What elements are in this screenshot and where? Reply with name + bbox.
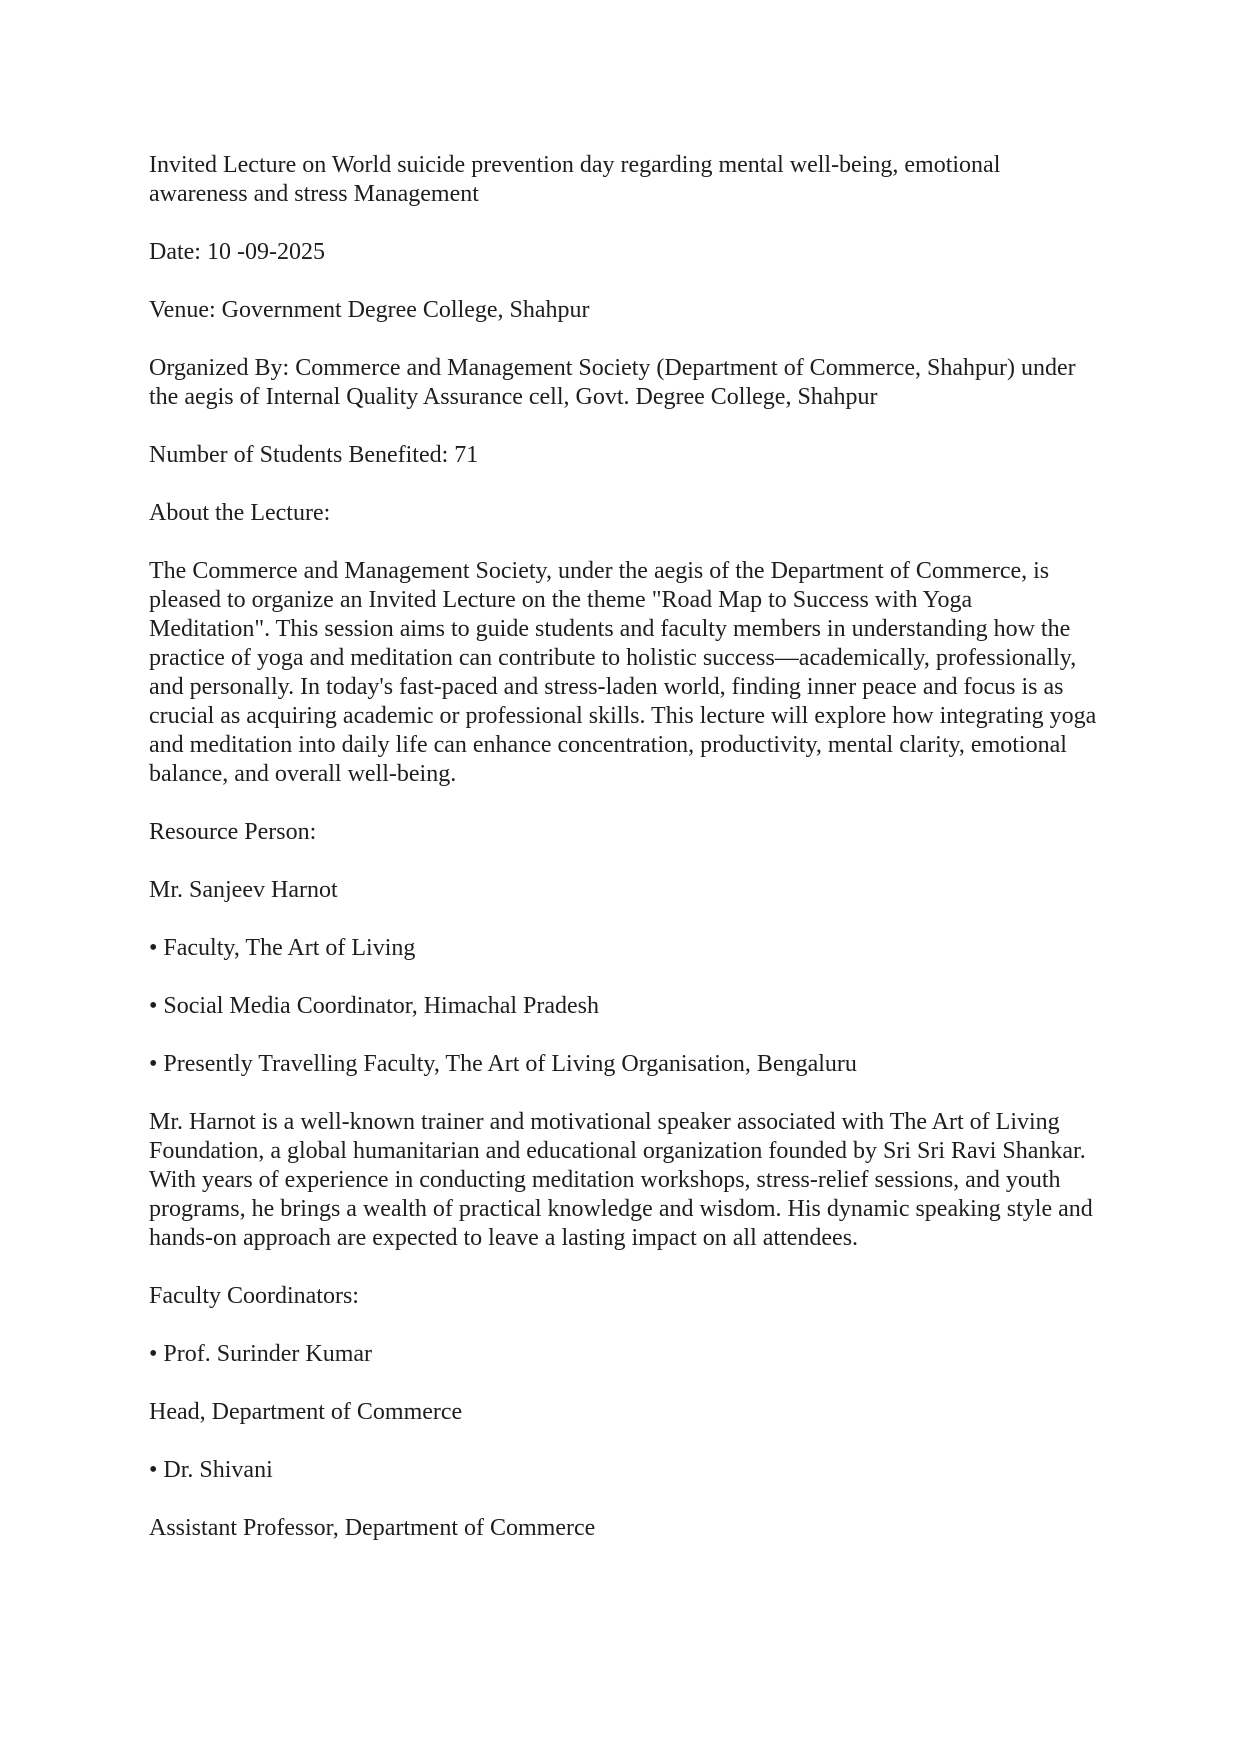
event-venue: Venue: Government Degree College, Shahpur — [149, 297, 590, 323]
resource-bio: Mr. Harnot is a well-known trainer and motivational speaker associated with The Art of Living Foundation, a global humanitarian and educational organization founded by Sri Sri Ravi Shankar. With years of experience in conducting meditation workshops, stress-relief sessions, and youth programs, he brings a wealth of practical knowledge and wisdom. His dynamic speaking style and hands-on approach are expected to leave a lasting impact on all attendees. — [149, 1109, 1093, 1251]
coordinator-designation: Head, Department of Commerce — [149, 1399, 463, 1425]
resource-name: Mr. Sanjeev Harnot — [149, 877, 338, 903]
resource-role-item: • Social Media Coordinator, Himachal Pradesh — [149, 992, 1099, 1021]
coordinator-name: • Prof. Surinder Kumar — [149, 1340, 1099, 1369]
event-date: Date: 10 -09-2025 — [149, 239, 325, 265]
coordinator-designation: Assistant Professor, Department of Commerce — [149, 1515, 596, 1541]
about-heading: About the Lecture: — [149, 500, 331, 526]
resource-heading: Resource Person: — [149, 819, 317, 845]
coordinators-heading: Faculty Coordinators: — [149, 1283, 359, 1309]
resource-role-item: • Faculty, The Art of Living — [149, 934, 1099, 963]
about-text: The Commerce and Management Society, under the aegis of the Department of Commerce, is pleased to organize an Invited Lecture on the theme "Road Map to Success with Yoga Meditation". This session aims to guide students and faculty members in understanding how the practice of yoga and meditation can contribute to holistic success—academically, professionally, and personally. In today's fast-paced and stress-laden world, finding inner peace and focus is as crucial as acquiring academic or professional skills. This lecture will explore how integrating yoga and meditation into daily life can enhance concentration, productivity, mental clarity, emotional balance, and overall well-being. — [149, 558, 1097, 787]
document-title: Invited Lecture on World suicide prevention day regarding mental well-being, emotional awareness and stress Management — [149, 152, 1001, 207]
organized-by: Organized By: Commerce and Management Society (Department of Commerce, Shahpur) under the aegis of Internal Quality Assurance cell, Govt. Degree College, Shahpur — [149, 355, 1076, 410]
coordinator-name: • Dr. Shivani — [149, 1456, 1099, 1485]
document-body — [149, 151, 1099, 1572]
students-benefited: Number of Students Benefited: 71 — [149, 442, 479, 468]
resource-role-item: • Presently Travelling Faculty, The Art of Living Organisation, Bengaluru — [149, 1050, 1099, 1079]
